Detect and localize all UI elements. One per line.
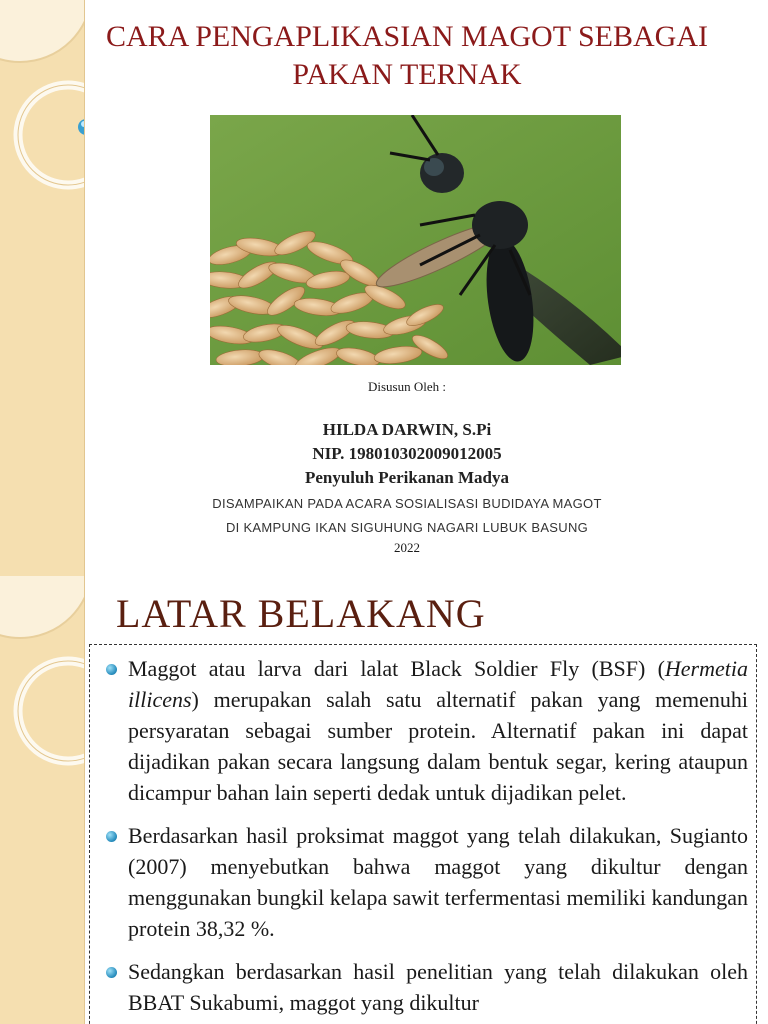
- species-name: Hermetia illicens: [128, 656, 748, 712]
- author-block: [100, 418, 714, 490]
- sidebar-ornament-icon: [0, 576, 84, 1024]
- event-line-1: DISAMPAIKAN PADA ACARA SOSIALISASI BUDIDAYA MAGOT: [212, 496, 602, 511]
- section-title: LATAR BELAKANG: [116, 591, 486, 636]
- prepared-by-label: Disusun Oleh :: [368, 379, 446, 394]
- author-role: Penyuluh Perikanan Madya: [304, 468, 510, 487]
- year-label: 2022: [394, 540, 420, 555]
- content-box: [89, 644, 757, 1024]
- cover-title: CARA PENGAPLIKASIAN MAGOT SEBAGAI PAKAN TERNAK: [106, 20, 708, 91]
- maggot-fly-photo: [210, 115, 621, 365]
- list-item: [100, 653, 748, 808]
- slide-background: [0, 576, 768, 1024]
- bullet-list: [100, 653, 748, 1018]
- decorative-sidebar: [0, 0, 85, 576]
- list-item: [100, 956, 748, 1018]
- bullet-text: Sedangkan berdasarkan hasil penelitian yang telah dilakukan oleh BBAT Sukabumi, maggot yang dikultur: [128, 959, 748, 1015]
- author-name: HILDA DARWIN, S.Pi: [322, 420, 492, 439]
- list-item: [100, 820, 748, 944]
- bullet-text: Berdasarkan hasil proksimat maggot yang telah dilakukan, Sugianto (2007) menyebutkan bahwa maggot yang dikultur dengan menggunakan bungkil kelapa sawit terfermentasi memiliki kandungan protein 38,32 %.: [128, 823, 748, 941]
- bullet-icon: [106, 831, 117, 842]
- bullet-icon: [106, 664, 117, 675]
- event-info: [100, 492, 714, 540]
- sidebar-ornament-icon: [0, 0, 84, 576]
- bullet-text-end: ) merupakan salah satu alternatif pakan yang memenuhi persyaratan sebagai sumber protein. Alternatif pakan ini dapat dijadikan pakan secara langsung dalam bentuk segar, kering ataupun dicampur bahan lain seperti dedak untuk dijadikan pelet.: [128, 687, 748, 805]
- event-line-2: DI KAMPUNG IKAN SIGUHUNG NAGARI LUBUK BASUNG: [225, 520, 589, 535]
- decorative-sidebar: [0, 576, 85, 1024]
- author-nip: NIP. 198010302009012005: [312, 444, 502, 463]
- bullet-icon: [106, 967, 117, 978]
- bullet-text-start: Maggot atau larva dari lalat Black Soldier Fly (BSF) (: [128, 656, 665, 681]
